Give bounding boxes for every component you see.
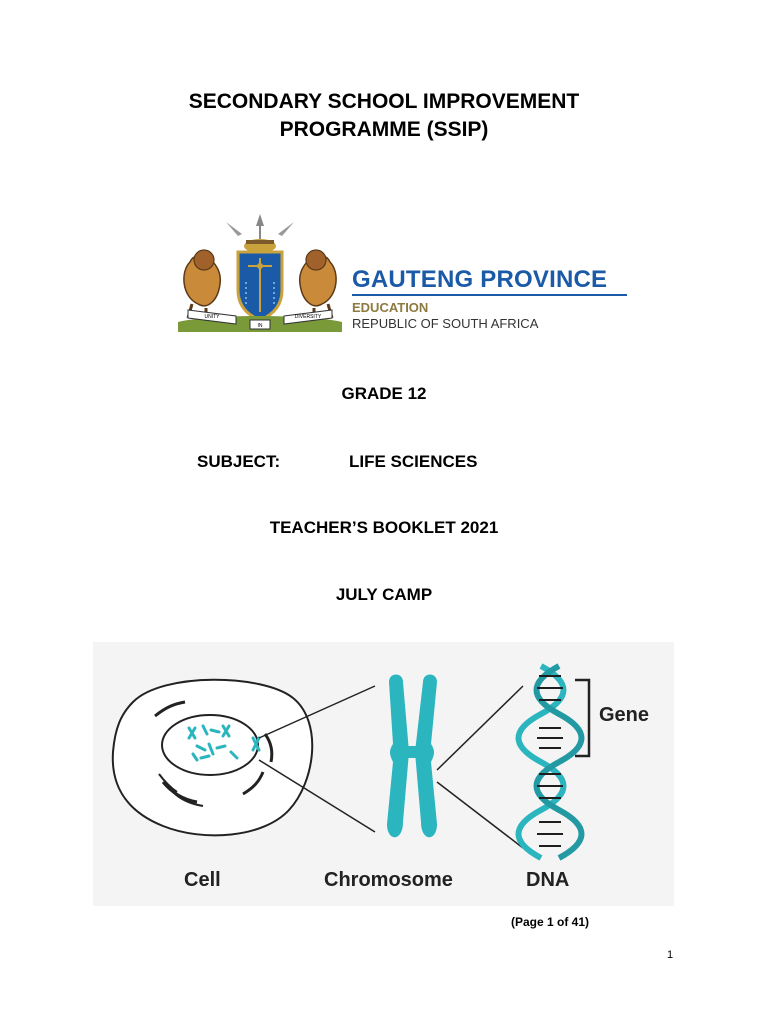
cell-label: Cell — [184, 869, 221, 891]
province-name: GAUTENG PROVINCE — [352, 266, 608, 293]
subject-label: SUBJECT: — [197, 452, 281, 471]
page-number: 1 — [667, 949, 674, 961]
coat-of-arms-icon — [170, 212, 350, 338]
title-line-2: PROGRAMME (SSIP) — [279, 118, 489, 141]
chromosome-icon — [387, 675, 437, 838]
grade-heading: GRADE 12 — [341, 384, 427, 403]
cell-icon — [113, 680, 312, 836]
booklet-heading: TEACHER’S BOOKLET 2021 — [269, 518, 499, 537]
camp-heading: JULY CAMP — [335, 585, 433, 604]
country-name: REPUBLIC OF SOUTH AFRICA — [352, 316, 539, 331]
document-title — [0, 88, 768, 144]
motto-left: UNITY — [204, 314, 220, 320]
gene-label: Gene — [599, 704, 650, 726]
gauteng-logo — [170, 212, 640, 338]
department-name: EDUCATION — [352, 300, 429, 315]
subject-value: LIFE SCIENCES — [349, 452, 478, 471]
province-rule — [352, 294, 627, 296]
dna-label: DNA — [526, 869, 570, 891]
chromosome-label: Chromosome — [324, 869, 453, 891]
cell-chromosome-dna-figure — [93, 642, 674, 906]
dna-icon — [519, 666, 582, 858]
page-indicator: (Page 1 of 41) — [511, 915, 590, 929]
subject-line — [197, 452, 477, 472]
motto-center: IN — [257, 323, 263, 329]
title-line-1: SECONDARY SCHOOL IMPROVEMENT — [188, 90, 580, 113]
motto-right: DIVERSITY — [294, 314, 322, 320]
